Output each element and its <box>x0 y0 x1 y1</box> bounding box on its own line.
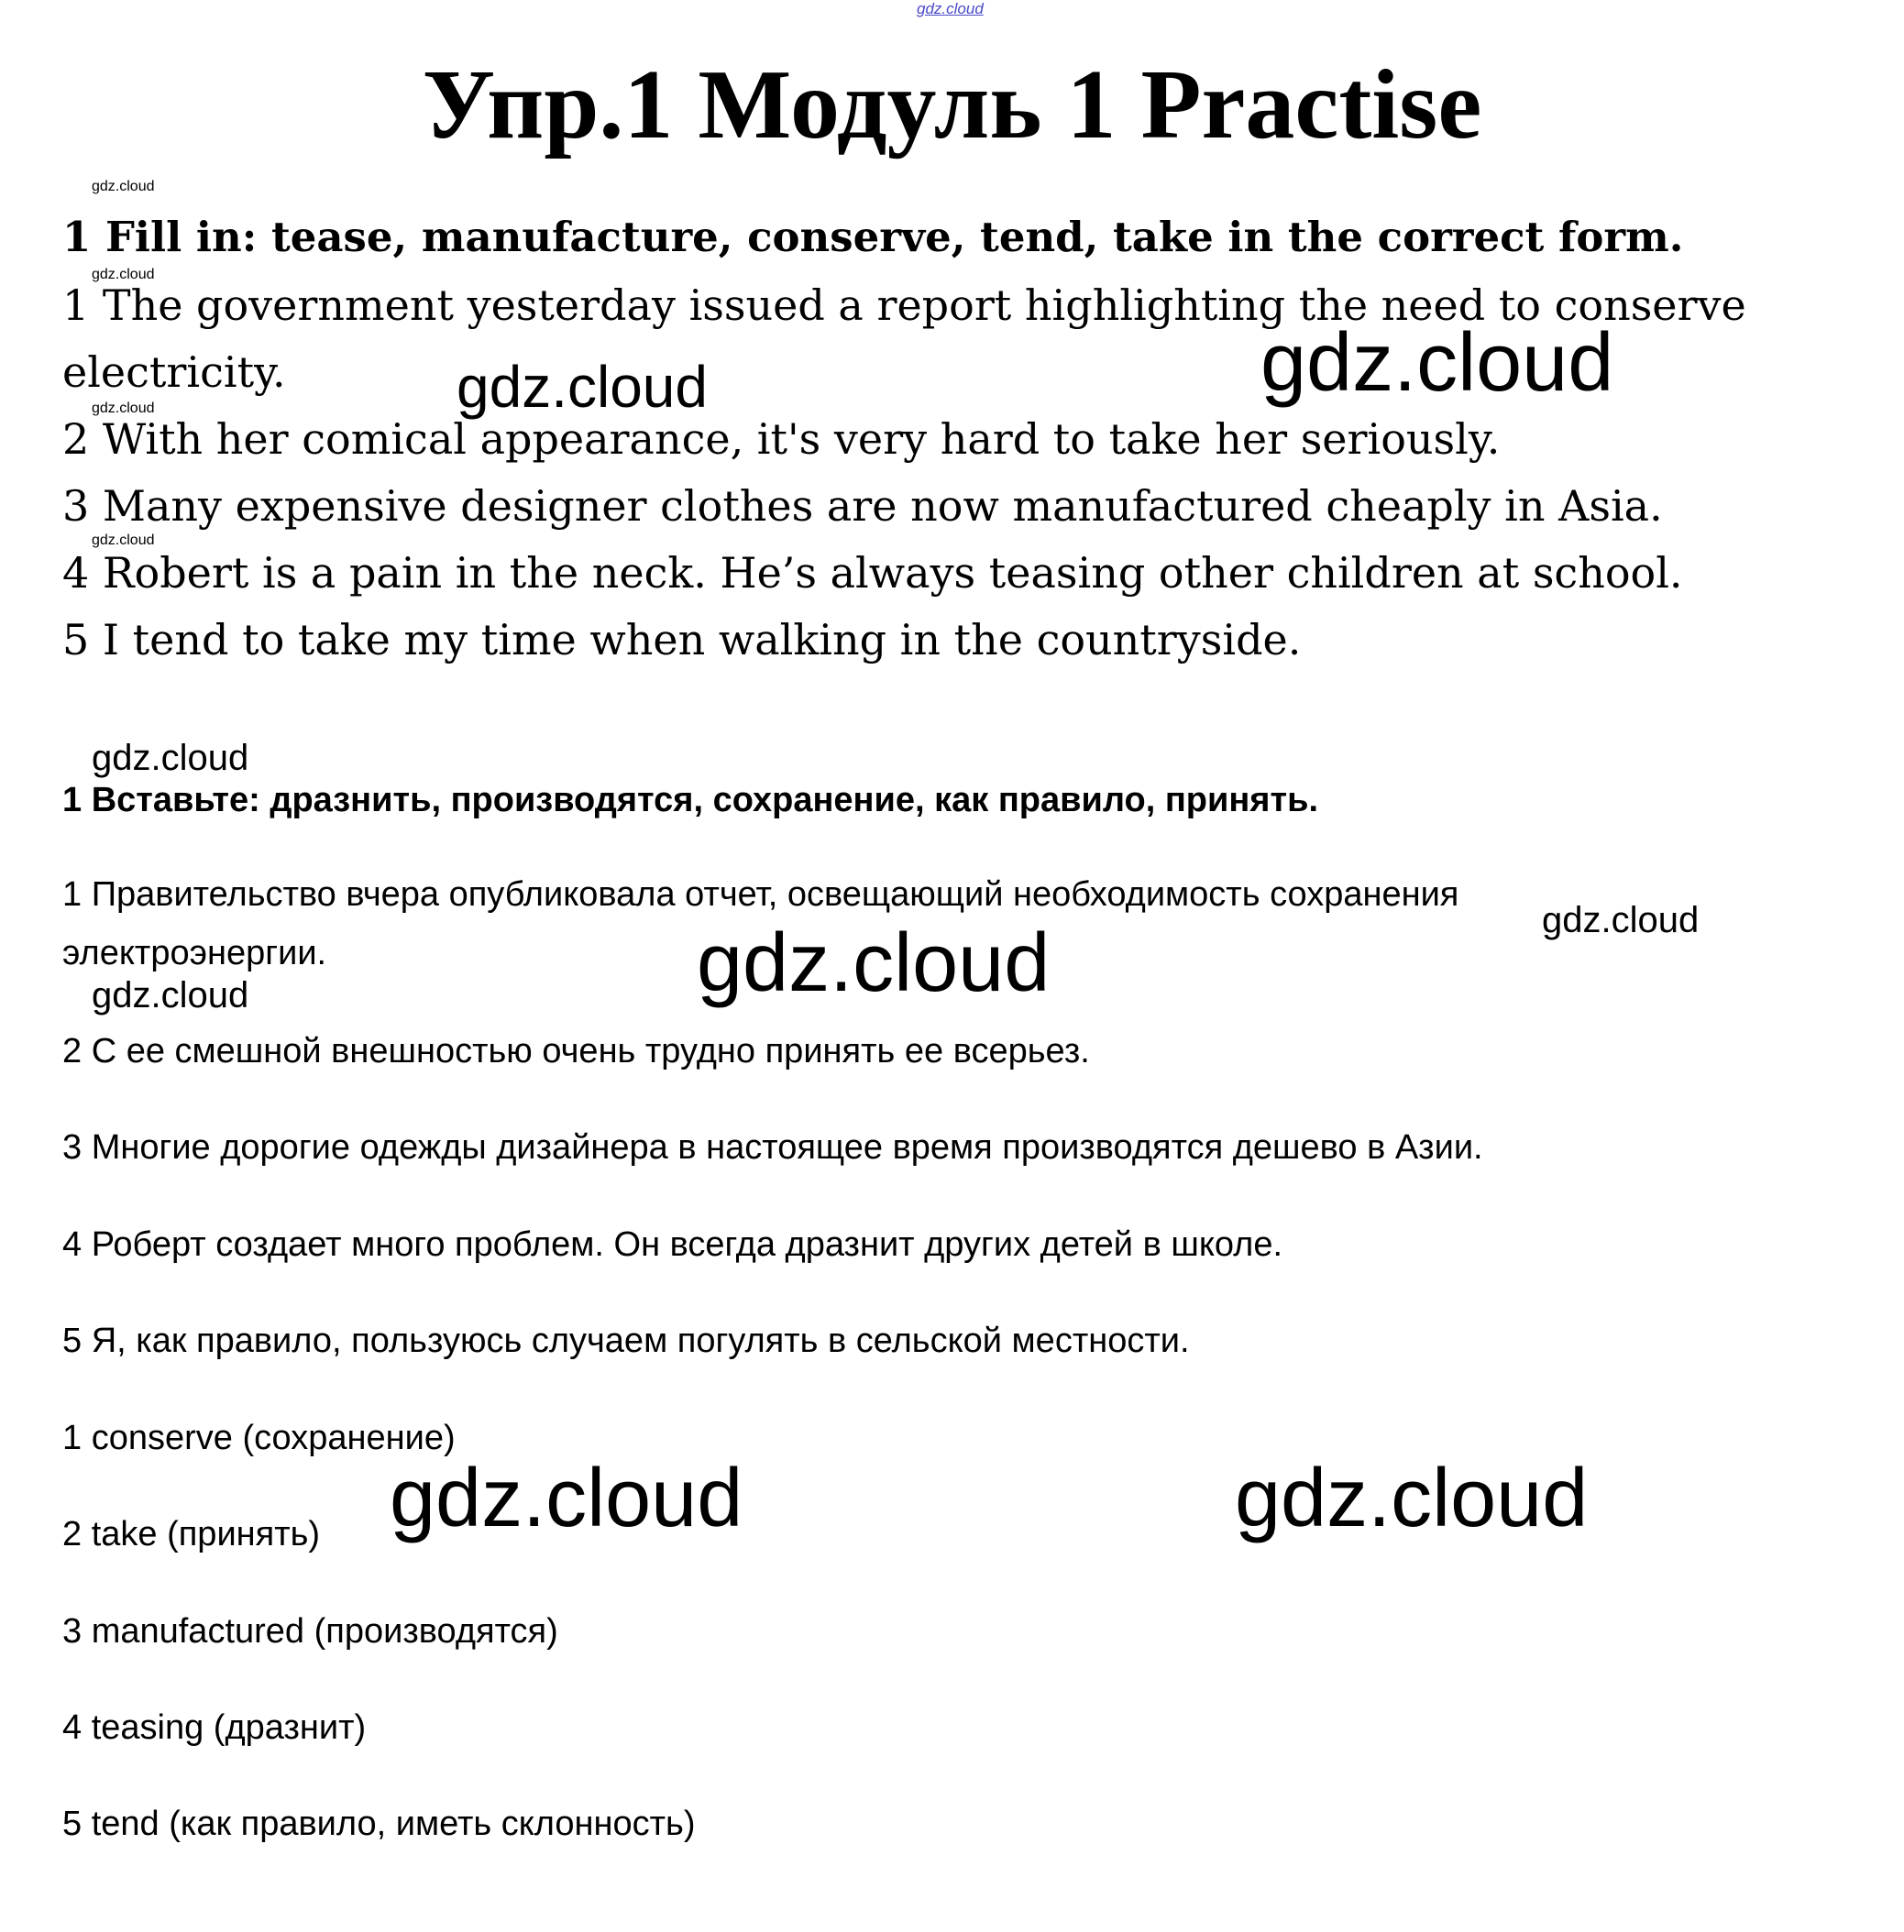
exercise-line-en: 1 The government yesterday issued a report highlighting the need to conserve <box>62 280 1746 330</box>
watermark-tiny: gdz.cloud <box>92 267 155 282</box>
exercise-heading-ru: 1 Вставьте: дразнить, производятся, сохранение, как правило, принять. <box>62 781 1319 819</box>
exercise-line-en: 2 With her comical appearance, it's very hard to take her seriously. <box>62 414 1501 464</box>
watermark-large: gdz.cloud <box>697 917 1051 1009</box>
watermark-small: gdz.cloud <box>1542 900 1700 940</box>
watermark-medium: gdz.cloud <box>457 354 708 420</box>
answer-item: 4 teasing (дразнит) <box>62 1708 367 1747</box>
answer-item: 5 tend (как правило, иметь склонность) <box>62 1805 696 1843</box>
watermark-tiny: gdz.cloud <box>92 401 155 416</box>
exercise-line-ru: 2 С ее смешной внешностью очень трудно принять ее всерьез. <box>62 1032 1090 1070</box>
exercise-line-en: 5 I tend to take my time when walking in the countryside. <box>62 615 1302 664</box>
watermark-large: gdz.cloud <box>390 1453 743 1544</box>
exercise-line-ru: 4 Роберт создает много проблем. Он всегда дразнит других детей в школе. <box>62 1225 1283 1264</box>
exercise-line-en: electricity. <box>62 347 286 397</box>
exercise-line-en: 3 Many expensive designer clothes are now manufactured cheaply in Asia. <box>62 481 1663 531</box>
watermark-small: gdz.cloud <box>92 975 249 1015</box>
answer-item: 3 manufactured (производятся) <box>62 1612 558 1651</box>
exercise-line-en: 4 Robert is a pain in the neck. He’s always teasing other children at school. <box>62 548 1683 598</box>
watermark-tiny: gdz.cloud <box>92 179 155 194</box>
exercise-heading-en: 1 Fill in: tease, manufacture, conserve, tend, take in the correct form. <box>62 213 1684 261</box>
watermark-tiny: gdz.cloud <box>92 532 155 548</box>
watermark-top[interactable]: gdz.cloud <box>917 0 984 17</box>
watermark-large: gdz.cloud <box>1260 317 1614 409</box>
page-title: Упр.1 Модуль 1 Practise <box>422 50 1482 159</box>
exercise-line-ru: 1 Правительство вчера опубликовала отчет, освещающий необходимость сохранения <box>62 875 1459 914</box>
answer-item: 1 conserve (сохранение) <box>62 1419 456 1457</box>
exercise-line-ru: электроэнергии. <box>62 934 327 972</box>
answer-item: 2 take (принять) <box>62 1515 321 1553</box>
watermark-small: gdz.cloud <box>92 738 249 778</box>
exercise-line-ru: 3 Многие дорогие одежды дизайнера в настоящее время производятся дешево в Азии. <box>62 1128 1483 1167</box>
exercise-line-ru: 5 Я, как правило, пользуюсь случаем погулять в сельской местности. <box>62 1322 1190 1360</box>
watermark-large: gdz.cloud <box>1235 1453 1589 1544</box>
